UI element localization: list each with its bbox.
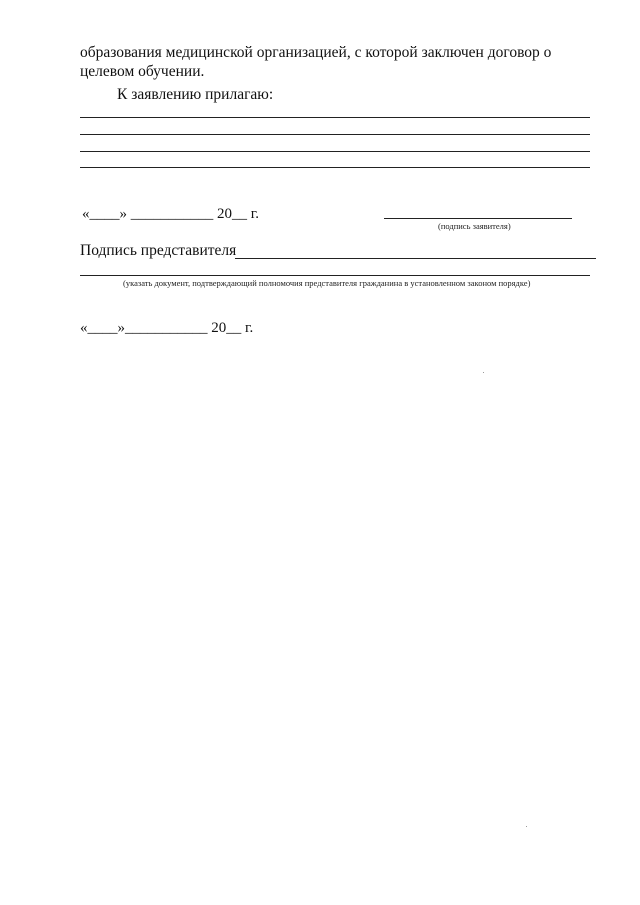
representative-signature-label: Подпись представителя xyxy=(80,242,237,259)
intro-line-1: образования медицинской организацией, с которой заключен договор о xyxy=(80,44,552,61)
representative-document-caption: (указать документ, подтверждающий полномочия представителя гражданина в установленном законом порядке) xyxy=(123,278,531,288)
representative-signature-line xyxy=(235,258,596,259)
intro-paragraph xyxy=(80,43,596,81)
attachment-line-1 xyxy=(80,117,590,118)
representative-date-field: «____»___________ 20__ г. xyxy=(80,320,254,336)
representative-document-line xyxy=(80,275,590,276)
applicant-signature-line xyxy=(384,218,572,219)
scan-speck xyxy=(483,372,484,373)
applicant-signature-caption: (подпись заявителя) xyxy=(438,221,511,231)
attachment-line-4 xyxy=(80,167,590,168)
attachments-title: К заявлению прилагаю: xyxy=(117,86,274,103)
attachment-line-2 xyxy=(80,134,590,135)
scan-speck xyxy=(526,826,527,827)
applicant-date-field: «____» ___________ 20__ г. xyxy=(82,206,259,222)
attachment-line-3 xyxy=(80,151,590,152)
intro-line-2: целевом обучении. xyxy=(80,63,205,80)
